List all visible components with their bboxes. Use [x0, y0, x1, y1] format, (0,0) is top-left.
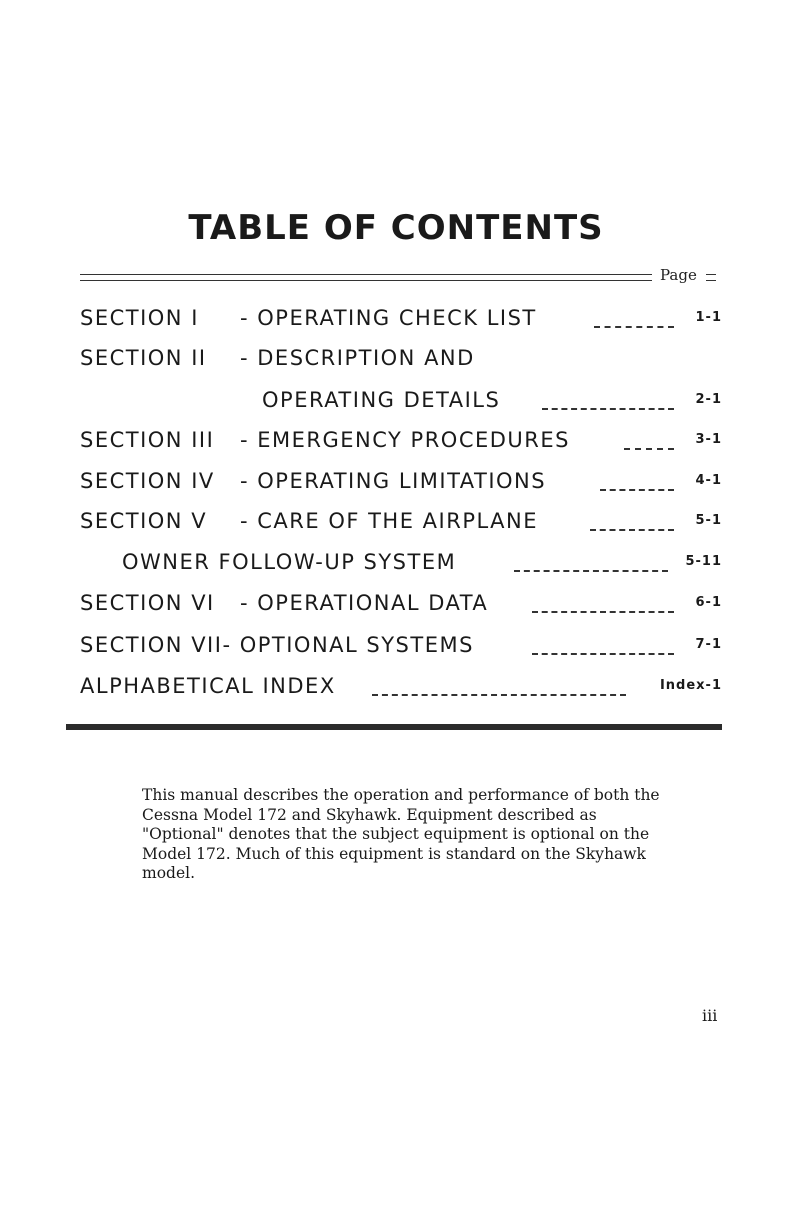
toc-section-label: SECTION IV — [80, 469, 215, 493]
toc-page-number: 4-1 — [695, 473, 722, 488]
dot-leader — [532, 653, 674, 655]
toc-section-label: SECTION VI — [80, 591, 215, 615]
toc-page-number: 7-1 — [695, 637, 722, 652]
toc-section-label: SECTION II — [80, 346, 207, 370]
toc-page-number: 2-1 — [695, 392, 722, 407]
dot-leader — [532, 611, 674, 613]
double-rule — [80, 274, 652, 281]
toc-entry-title: - CARE OF THE AIRPLANE — [240, 509, 539, 533]
toc-entry-section-3 — [80, 428, 722, 458]
double-rule-end — [706, 274, 716, 281]
page-number: iii — [702, 1006, 718, 1025]
toc-entry-title: - OPERATIONAL DATA — [240, 591, 489, 615]
toc-page-number: 6-1 — [695, 595, 722, 610]
toc-entry-section-4 — [80, 469, 722, 499]
manual-description-note: This manual describes the operation and performance of both the Cessna Model 172 and Skyhawk. Equipment described as "Optional" denotes that the subject equipment is optional on the Model 172. Much of this equipment is standard on the Skyhawk model. — [142, 786, 660, 882]
toc-entry-title: - DESCRIPTION AND — [240, 346, 475, 370]
toc-page-number: 1-1 — [695, 310, 722, 325]
toc-entry-title: - OPERATING CHECK LIST — [240, 306, 537, 330]
toc-section-label: SECTION III — [80, 428, 215, 452]
toc-section-label: SECTION I — [80, 306, 199, 330]
toc-entry-section-6 — [80, 591, 722, 621]
toc-entry-section-1 — [80, 306, 722, 336]
toc-entry-title: SECTION VII- OPTIONAL SYSTEMS — [80, 633, 474, 657]
toc-title: TABLE OF CONTENTS — [188, 208, 604, 248]
dot-leader — [624, 448, 674, 450]
toc-entry-title: OWNER FOLLOW-UP SYSTEM — [122, 550, 457, 574]
dot-leader — [542, 408, 674, 410]
toc-entry-title: - EMERGENCY PROCEDURES — [240, 428, 570, 452]
toc-page-number: 3-1 — [695, 432, 722, 447]
toc-page-number: 5-1 — [695, 513, 722, 528]
toc-entry-title: ALPHABETICAL INDEX — [80, 674, 336, 698]
toc-page-number: 5-11 — [685, 554, 722, 569]
toc-page-number: Index-1 — [659, 678, 722, 693]
toc-entry-section-7 — [80, 633, 722, 663]
toc-section-label: SECTION V — [80, 509, 208, 533]
toc-entry-section-2-cont — [80, 388, 722, 418]
page-column-label: Page — [660, 266, 697, 284]
toc-entry-section-2 — [80, 346, 722, 376]
dot-leader — [600, 489, 674, 491]
dot-leader — [372, 694, 626, 696]
toc-entry-alphabetical-index — [80, 674, 722, 704]
dot-leader — [594, 326, 674, 328]
dot-leader — [590, 529, 674, 531]
section-divider — [66, 724, 722, 730]
toc-entry-title: OPERATING DETAILS — [262, 388, 501, 412]
page-column-header — [80, 266, 720, 290]
toc-entry-section-5 — [80, 509, 722, 539]
dot-leader — [514, 570, 668, 572]
toc-entry-title: - OPERATING LIMITATIONS — [240, 469, 547, 493]
toc-entry-owner-follow-up — [80, 550, 722, 580]
